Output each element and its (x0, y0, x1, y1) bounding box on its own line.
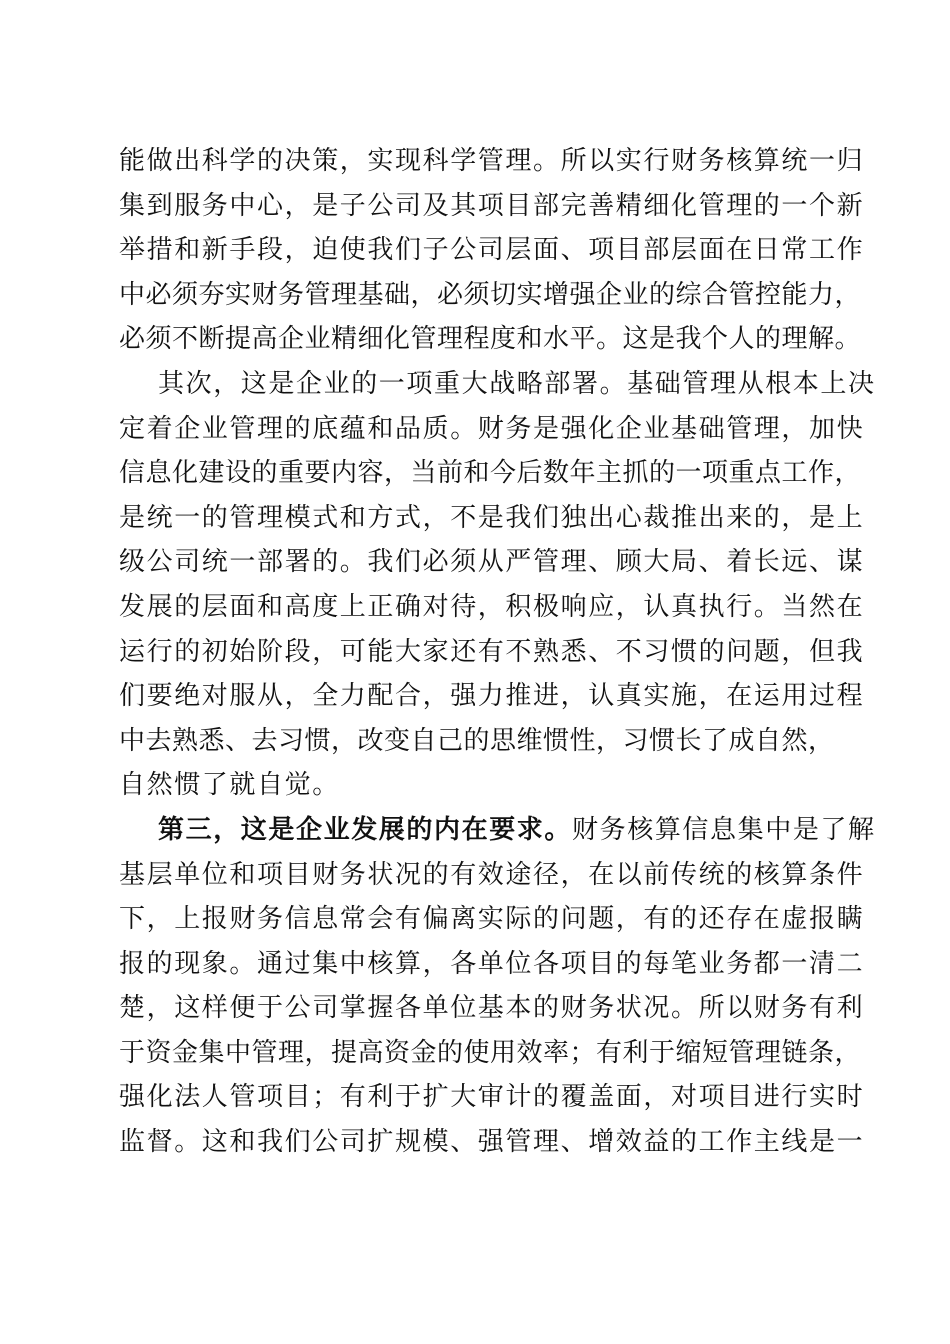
text-line: 们要绝对服从，全力配合，强力推进，认真实施，在运用过程 (119, 681, 865, 712)
text-line: 监督。这和我们公司扩规模、强管理、增效益的工作主线是一 (119, 1127, 865, 1158)
text-line: 举措和新手段，迫使我们子公司层面、项目部层面在日常工作 (119, 235, 865, 266)
text-line: 中去熟悉、去习惯，改变自己的思维惯性，习惯长了成自然， (119, 725, 835, 756)
text-line (119, 808, 876, 853)
text-line: 报的现象。通过集中核算，各单位各项目的每笔业务都一清二 (119, 948, 865, 979)
text-line: 楚，这样便于公司掌握各单位基本的财务状况。所以财务有利 (119, 993, 865, 1024)
text-line: 定着企业管理的底蕴和品质。财务是强化企业基础管理，加快 (119, 413, 865, 444)
text-line: 集到服务中心，是子公司及其项目部完善精细化管理的一个新 (119, 190, 865, 221)
text-line: 自然惯了就自觉。 (119, 770, 340, 801)
text-line: 能做出科学的决策，实现科学管理。所以实行财务核算统一归 (119, 146, 865, 176)
text-line: 于资金集中管理，提高资金的使用效率；有利于缩短管理链条， (119, 1037, 862, 1068)
text-line: 下，上报财务信息常会有偏离实际的问题，有的还存在虚报瞒 (119, 904, 865, 935)
paragraph-3 (119, 808, 876, 1165)
text-line: 级公司统一部署的。我们必须从严管理、顾大局、着长远、谋 (119, 547, 865, 578)
text-line: 信息化建设的重要内容，当前和今后数年主抓的一项重点工作， (119, 458, 862, 489)
text-line: 基层单位和项目财务状况的有效途径，在以前传统的核算条件 (119, 859, 865, 890)
text-line: 运行的初始阶段，可能大家还有不熟悉、不习惯的问题，但我 (119, 636, 865, 667)
section-heading: 第三，这是企业发展的内在要求。 (158, 814, 573, 845)
text-line: 是统一的管理模式和方式，不是我们独出心裁推出来的，是上 (119, 502, 865, 533)
text-line: 发展的层面和高度上正确对待，积极响应，认真执行。当然在 (119, 591, 865, 622)
text-line: 中必须夯实财务管理基础，必须切实增强企业的综合管控能力， (119, 279, 862, 310)
text-line: 必须不断提高企业精细化管理程度和水平。这是我个人的理解。 (119, 324, 862, 355)
text-line: 强化法人管项目；有利于扩大审计的覆盖面，对项目进行实时 (119, 1082, 865, 1113)
paragraph-1 (119, 139, 865, 362)
document-body (119, 139, 876, 1165)
text-run: 财务核算信息集中是了解 (572, 814, 876, 845)
paragraph-2 (119, 362, 876, 808)
text-line: 其次，这是企业的一项重大战略部署。基础管理从根本上决 (158, 368, 876, 399)
